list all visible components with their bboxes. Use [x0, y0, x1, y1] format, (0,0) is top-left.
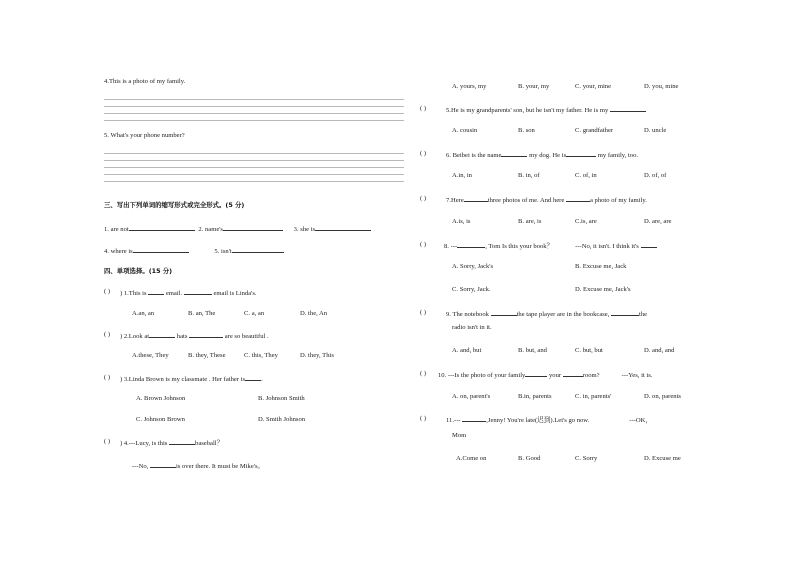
question-4-line2: ---No, is over there. It must be Mike's。 [132, 463, 265, 470]
q10-option-b[interactable]: B.in, parents [518, 393, 552, 400]
left-q4-text: 4.This is a photo of my family. [104, 78, 186, 85]
answer-line[interactable] [104, 174, 404, 175]
blank[interactable] [457, 241, 485, 248]
blank[interactable] [462, 415, 486, 422]
q4-option-d[interactable]: D. you, mine [644, 83, 679, 90]
answer-paren[interactable]: ( ) [420, 309, 427, 316]
item-1-blank[interactable] [129, 224, 195, 231]
answer-line[interactable] [104, 99, 404, 100]
question-4-stem: ) 4.---Lucy, is this baseball？ [120, 440, 224, 447]
section-3-row-2 [104, 246, 284, 256]
answer-paren[interactable]: ( ) [104, 374, 111, 381]
answer-line[interactable] [104, 120, 404, 121]
q6-option-a[interactable]: A.in, in [452, 172, 472, 179]
left-q5-text: 5. What's your phone number? [104, 132, 185, 139]
q3-option-a[interactable]: A. Brown Johnson [136, 395, 186, 402]
q2-option-a[interactable]: A.these, They [132, 352, 169, 359]
q6-option-c[interactable]: C. of, in [575, 172, 597, 179]
item-5-label: 5. isn't [214, 248, 232, 255]
blank[interactable] [150, 461, 176, 468]
item-3-label: 3. she is [293, 226, 316, 233]
answer-paren[interactable]: ( ) [420, 150, 427, 157]
blank[interactable] [611, 309, 639, 316]
question-3-stem: ) 3.Linda Brown is my classmate . Her father is . [120, 376, 263, 383]
answer-paren[interactable]: ( ) [104, 438, 111, 445]
item-1-label: 1. are not [104, 226, 129, 233]
blank[interactable] [491, 309, 517, 316]
q3-option-c[interactable]: C. Johnson Brown [136, 416, 185, 423]
blank[interactable] [610, 105, 646, 112]
answer-paren[interactable]: ( ) [420, 415, 427, 422]
q10-option-c[interactable]: C. in, parents' [575, 393, 612, 400]
section-3-row-1 [104, 224, 371, 234]
blank[interactable] [525, 370, 547, 377]
q1-option-c[interactable]: C. a, an [244, 310, 265, 317]
answer-paren[interactable]: ( ) [104, 331, 111, 338]
answer-line[interactable] [104, 167, 404, 168]
question-8-stem: 8. --- , Tom Is this your book？ ---No, it isn't. I think it's [444, 241, 657, 251]
q11-option-b[interactable]: B. Good [518, 455, 541, 462]
question-6-stem: 6. Beibei is the name my dog. He is my family, too. [446, 152, 639, 159]
q8-option-c[interactable]: C. Sorry, Jack. [452, 286, 491, 293]
answer-line[interactable] [104, 181, 404, 182]
q5-option-d[interactable]: D. uncle [644, 127, 667, 134]
blank[interactable] [245, 374, 261, 381]
blank[interactable] [563, 370, 583, 377]
item-3-blank[interactable] [315, 224, 371, 231]
section-3-title: 三、写出下列单词的缩写形式或完全形式。(5 分) [104, 201, 245, 209]
answer-paren[interactable]: ( ) [420, 370, 427, 377]
q7-option-c[interactable]: C.is, are [575, 218, 597, 225]
answer-line[interactable] [104, 153, 404, 154]
item-2-blank[interactable] [223, 224, 283, 231]
q3-option-b[interactable]: B. Johnson Smith [258, 395, 305, 402]
q10-option-a[interactable]: A. on, parent's [452, 393, 491, 400]
q7-option-b[interactable]: B. are, is [518, 218, 542, 225]
item-5-blank[interactable] [232, 246, 284, 253]
q6-option-b[interactable]: B. in, of [518, 172, 540, 179]
q9-option-d[interactable]: D. and, and [644, 347, 675, 354]
q8-option-a[interactable]: A. Sorry, Jack's [452, 263, 494, 270]
q4-option-c[interactable]: C. your, mine [575, 83, 611, 90]
item-4-label: 4. where is [104, 248, 133, 255]
answer-paren[interactable]: ( ) [420, 241, 427, 248]
blank[interactable] [149, 331, 175, 338]
q3-option-d[interactable]: D. Smith Johnson [258, 416, 306, 423]
question-9-line2: radio isn't in it. [452, 324, 492, 331]
q1-option-a[interactable]: A.an, an [132, 310, 155, 317]
q9-option-c[interactable]: C. but, but [575, 347, 603, 354]
answer-line[interactable] [104, 106, 404, 107]
blank[interactable] [189, 331, 223, 338]
q5-option-a[interactable]: A. cousin [452, 127, 478, 134]
q4-option-a[interactable]: A. yours, my [452, 83, 487, 90]
q1-option-b[interactable]: B. an, The [188, 310, 216, 317]
q8-option-d[interactable]: D. Excuse me, Jack's [575, 286, 631, 293]
blank[interactable] [169, 438, 195, 445]
answer-paren[interactable]: ( ) [420, 195, 427, 202]
q9-option-b[interactable]: B. but, and [518, 347, 547, 354]
q9-option-a[interactable]: A. and, but [452, 347, 482, 354]
question-11-stem: 11.--- ,Jenny! You're late(迟到).Let's go now. ---OK， [446, 417, 652, 424]
q7-option-a[interactable]: A.is, is [452, 218, 471, 225]
item-4-blank[interactable] [133, 246, 189, 253]
blank[interactable] [501, 150, 527, 157]
q8-option-b[interactable]: B. Excuse me, Jack [575, 263, 627, 270]
question-2-stem: ) 2.Look at hats are so beautiful . [120, 333, 269, 340]
question-9-stem: 9. The notebook the tape player are in the bookcase, the [446, 311, 648, 318]
q5-option-b[interactable]: B. son [518, 127, 535, 134]
answer-line[interactable] [104, 160, 404, 161]
blank[interactable] [148, 288, 164, 295]
q2-option-d[interactable]: D. they, This [300, 352, 334, 359]
q7-option-d[interactable]: D. are, are [644, 218, 672, 225]
q2-option-b[interactable]: B. they, These [188, 352, 226, 359]
answer-paren[interactable]: ( ) [420, 105, 427, 112]
q6-option-d[interactable]: D. of, of [644, 172, 667, 179]
blank[interactable] [566, 195, 590, 202]
q11-option-c[interactable]: C. Sorry [575, 455, 598, 462]
question-7-stem: 7.Here three photos of me. And here a photo of my family. [446, 197, 647, 204]
q11-option-d[interactable]: D. Excuse me [644, 455, 681, 462]
answer-paren[interactable]: ( ) [104, 288, 111, 295]
q5-option-c[interactable]: C. grandfather [575, 127, 614, 134]
question-11-line2: Mom [452, 432, 467, 439]
section-4-title: 四、单项选择。(15 分) [104, 267, 173, 275]
blank[interactable] [464, 195, 488, 202]
blank[interactable] [184, 288, 212, 295]
q11-option-a[interactable]: A.Come on [456, 455, 487, 462]
blank[interactable] [641, 241, 657, 248]
item-2-label: 2. name's [198, 226, 224, 233]
q2-option-c[interactable]: C. this, They [244, 352, 278, 359]
blank[interactable] [566, 150, 596, 157]
question-1-stem: ) 1.This is email. email is Linda's. [120, 290, 257, 297]
q10-option-d[interactable]: D. on, parents [644, 393, 681, 400]
q4-option-b[interactable]: B. your, my [518, 83, 550, 90]
question-5-stem: 5.He is my grandparents' son, but he isn't my father. He is my [446, 105, 646, 115]
question-10-stem: 10. ---Is the photo of your family your room? ---Yes, it is. [438, 372, 653, 379]
q1-option-d[interactable]: D. the, An [300, 310, 328, 317]
answer-line[interactable] [104, 113, 404, 114]
